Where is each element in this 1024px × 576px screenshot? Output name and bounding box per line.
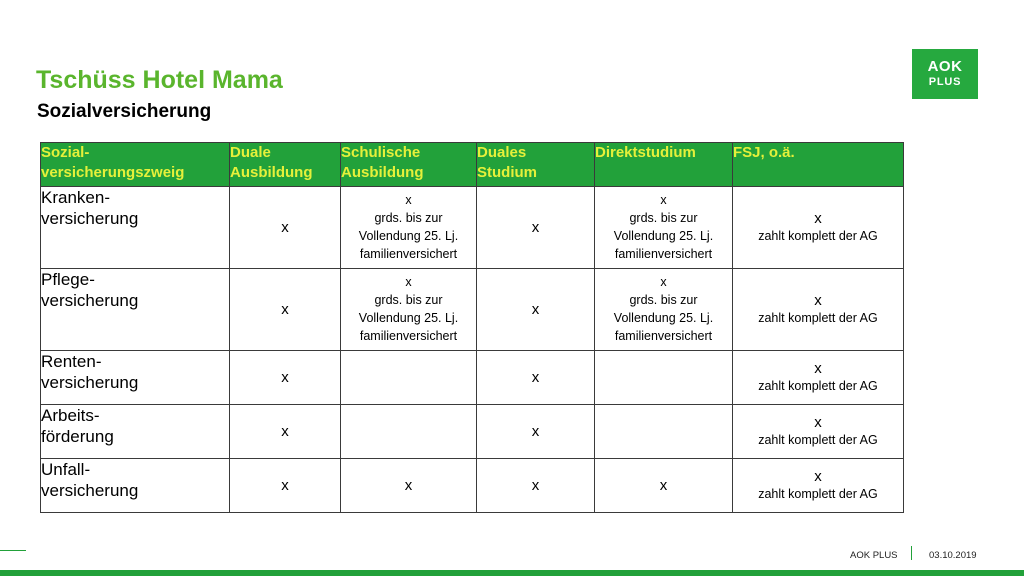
table-row-kranken (41, 187, 904, 269)
page-subtitle: Sozialversicherung (37, 101, 212, 122)
footer-accent-line (0, 550, 26, 551)
table-cell (341, 405, 477, 459)
header-schulische-ausbildung-label: Schulische Ausbildung (341, 144, 424, 181)
bottom-bar (0, 570, 1024, 576)
cell-note: zahlt komplett der AG (758, 379, 878, 393)
table-cell (595, 459, 733, 513)
cell-note: grds. bis zur Vollendung 25. Lj. familienversichert (358, 211, 459, 261)
header-schulische-ausbildung (341, 143, 477, 187)
row-label-cell (41, 269, 230, 351)
table-cell (341, 351, 477, 405)
footer-separator (911, 546, 912, 560)
table-row-renten (41, 351, 904, 405)
row-label-cell (41, 405, 230, 459)
table-cell (477, 187, 595, 269)
cell-mark: x (531, 219, 540, 236)
table-cell (230, 459, 341, 513)
table-body (41, 187, 904, 513)
table-row-unfall (41, 459, 904, 513)
table-cell (341, 459, 477, 513)
table-cell (733, 187, 904, 269)
cell-mark: x (405, 193, 412, 207)
header-zweig (41, 143, 230, 187)
cell-note: zahlt komplett der AG (758, 229, 878, 243)
header-duale-ausbildung-label: Duale Ausbildung (230, 144, 313, 181)
table-cell (733, 459, 904, 513)
social-insurance-table (40, 142, 904, 513)
table-header-row (41, 143, 904, 187)
cell-mark: x (660, 275, 667, 289)
row-label: Pflege- versicherung (41, 270, 139, 310)
cell-note: grds. bis zur Vollendung 25. Lj. familienversichert (613, 293, 714, 343)
cell-mark: x (531, 301, 540, 318)
table-cell (733, 351, 904, 405)
cell-mark: x (531, 477, 540, 494)
cell-mark: x (814, 414, 822, 431)
row-label: Renten- versicherung (41, 352, 139, 392)
logo-line-1: AOK (927, 58, 963, 75)
table-cell (733, 269, 904, 351)
cell-mark: x (814, 360, 822, 377)
header-direktstudium (595, 143, 733, 187)
cell-note: grds. bis zur Vollendung 25. Lj. familienversichert (613, 211, 714, 261)
table-cell (477, 459, 595, 513)
header-duale-ausbildung (230, 143, 341, 187)
cell-mark: x (281, 369, 289, 386)
row-label: Unfall- versicherung (41, 460, 139, 500)
row-label: Kranken- versicherung (41, 188, 139, 228)
header-direktstudium-label: Direktstudium (595, 144, 696, 161)
table-row-arbeit (41, 405, 904, 459)
cell-note: zahlt komplett der AG (758, 311, 878, 325)
table-cell (595, 187, 733, 269)
row-label-cell (41, 187, 230, 269)
row-label-cell (41, 351, 230, 405)
cell-mark: x (660, 193, 667, 207)
header-fsj (733, 143, 904, 187)
table-cell (230, 405, 341, 459)
table-cell (230, 269, 341, 351)
row-label-cell (41, 459, 230, 513)
footer-date: 03.10.2019 (929, 550, 977, 561)
cell-mark: x (531, 423, 540, 440)
cell-mark: x (659, 477, 668, 494)
footer-brand: AOK PLUS (850, 550, 898, 561)
cell-mark: x (531, 369, 540, 386)
header-duales-studium-label: Duales Studium (477, 144, 537, 181)
table-cell (733, 405, 904, 459)
table-cell (595, 351, 733, 405)
table-cell (230, 351, 341, 405)
logo-line-2: PLUS (928, 76, 962, 88)
cell-mark: x (281, 477, 289, 494)
cell-mark: x (281, 423, 289, 440)
row-label: Arbeits- förderung (41, 406, 114, 446)
cell-mark: x (814, 292, 822, 309)
table-cell (341, 269, 477, 351)
cell-mark: x (814, 468, 822, 485)
cell-mark: x (404, 477, 413, 494)
page-title: Tschüss Hotel Mama (36, 66, 283, 94)
cell-mark: x (281, 219, 289, 236)
cell-note: grds. bis zur Vollendung 25. Lj. familienversichert (358, 293, 459, 343)
table-cell (477, 351, 595, 405)
header-zweig-label: Sozial- versicherungszweig (41, 144, 185, 181)
table-cell (477, 269, 595, 351)
cell-mark: x (281, 301, 289, 318)
table-row-pflege (41, 269, 904, 351)
table-cell (595, 405, 733, 459)
table-cell (341, 187, 477, 269)
header-duales-studium (477, 143, 595, 187)
cell-note: zahlt komplett der AG (758, 487, 878, 501)
cell-mark: x (814, 210, 822, 227)
cell-note: zahlt komplett der AG (758, 433, 878, 447)
aok-plus-logo (912, 49, 978, 99)
table-cell (477, 405, 595, 459)
table-cell (595, 269, 733, 351)
cell-mark: x (405, 275, 412, 289)
table-cell (230, 187, 341, 269)
header-fsj-label: FSJ, o.ä. (733, 144, 795, 161)
